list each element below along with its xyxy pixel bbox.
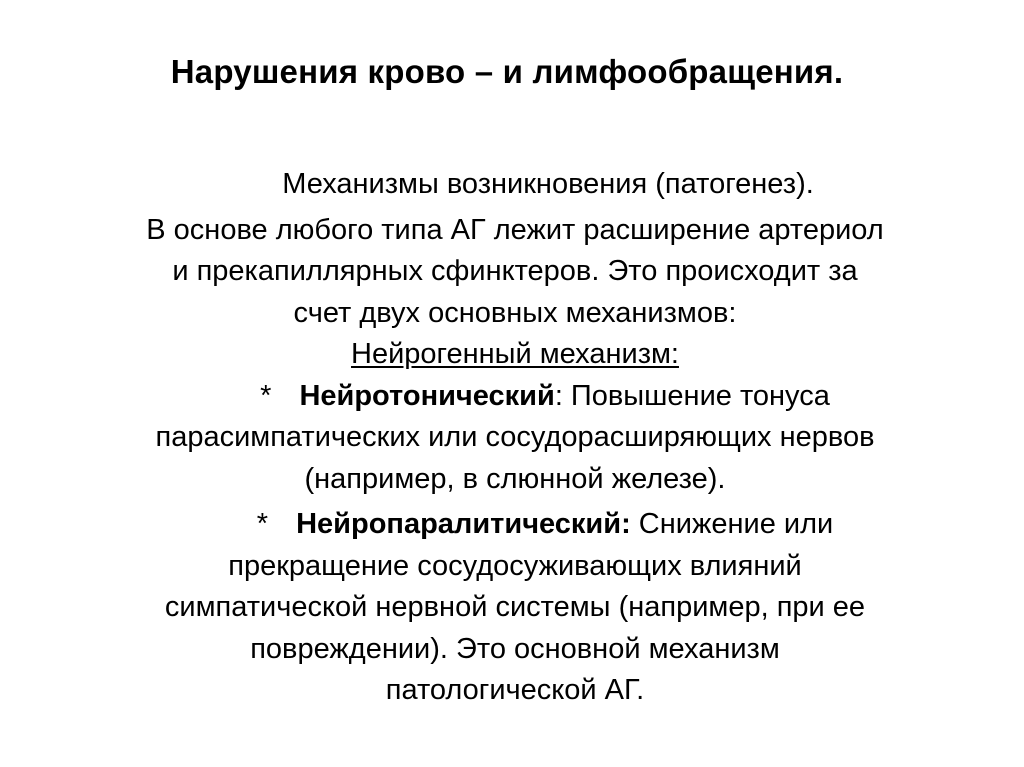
item1-line-2: парасимпатических или сосудорасширяющих нервов [155, 421, 875, 453]
item2-first-line-rest: Снижение или [630, 508, 834, 540]
intro-line-2: и прекапиллярных сфинктеров. Это происходит за [172, 255, 858, 287]
item2-line-2: прекращение сосудосуживающих влияний [228, 549, 802, 582]
slide-subtitle: Механизмы возникновения (патогенез). [282, 168, 814, 200]
intro-line-3: счет двух основных механизмов: [293, 296, 737, 329]
item2-term: Нейропаралитический: [296, 508, 631, 540]
item1-bullet: * [260, 379, 272, 412]
item1-first-line [120, 376, 970, 418]
slide-title-text: Нарушения крово – и лимфообращения. [170, 53, 844, 90]
slide-body [60, 164, 970, 712]
item1-term-suffix: : [554, 379, 563, 412]
item2-line-5: патологической АГ. [385, 674, 645, 706]
intro-line-1: В основе любого типа АГ лежит расширение артериол [146, 213, 884, 246]
item1-line-3: (например, в слюнной железе). [304, 462, 726, 495]
item2-line-3: симпатической нервной системы (например, при ее [164, 591, 866, 623]
slide-title [0, 52, 1024, 92]
section-heading: Нейрогенный механизм: [351, 338, 679, 370]
item1-first-line-rest: Повышение тонуса [562, 379, 830, 412]
item2-first-line [120, 504, 970, 546]
item2-bullet: * [256, 508, 269, 540]
item1-term: Нейротонический [299, 379, 555, 412]
item2-line-4: повреждении). Это основной механизм [250, 632, 780, 665]
